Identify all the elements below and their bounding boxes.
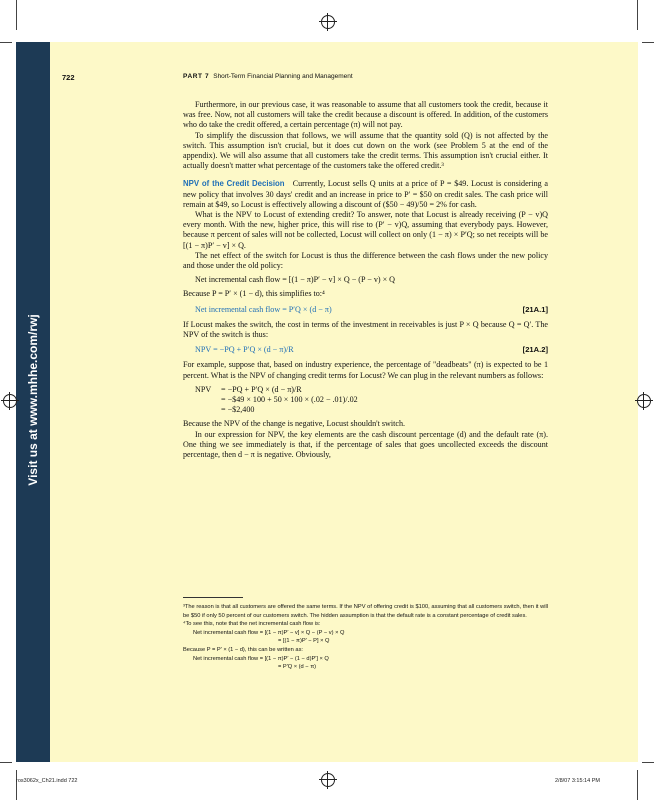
chapter-title: Short-Term Financial Planning and Management	[213, 73, 353, 80]
equation-number: [21A.1]	[522, 304, 548, 314]
footnote-equation: Net incremental cash flow = [(1 − π)P′ − (1 − d)P′] × Q	[193, 655, 329, 662]
registration-mark-top	[321, 15, 335, 29]
paragraph: To simplify the discussion that follows, we will assume that the quantity sold (Q) is not affected by the switch. This assumption isn't crucial, but it does cut down on the work (see Problem 5 at the end of the appendix). We will also assume that all customers take the credit terms. This assumption isn't crucial either. It actually doesn't matter what percentage of the customers take the offered credit.³	[183, 130, 548, 171]
footnotes	[183, 603, 548, 672]
crop-mark	[637, 0, 638, 30]
equation-block	[195, 385, 548, 416]
footnote: ⁴To see this, note that the net incremental cash flow is:	[183, 621, 321, 628]
crop-mark	[642, 762, 654, 763]
paragraph: Because the NPV of the change is negative, Locust shouldn't switch.	[183, 419, 406, 429]
equation: NPV = −PQ + P′Q × (d − π)/R	[195, 345, 294, 355]
crop-mark	[637, 770, 638, 800]
page-number: 722	[62, 73, 75, 82]
equation: Net incremental cash flow = P′Q × (d − π)	[195, 304, 332, 314]
crop-mark	[16, 770, 17, 800]
crop-mark	[0, 762, 12, 763]
equation-numbered	[195, 305, 548, 315]
body-text	[183, 100, 548, 460]
footnote-equation: = [(1 − π)P′ − P] × Q	[278, 638, 330, 645]
section-heading: NPV of the Credit Decision	[183, 179, 285, 189]
footnote-equation: Net incremental cash flow = [(1 − π)P′ − v] × Q − (P − v) × Q	[193, 629, 345, 636]
equation: Net incremental cash flow = [(1 − π)P′ − v] × Q − (P − v) × Q	[195, 275, 396, 285]
crop-mark	[0, 42, 12, 43]
equation-line: = −$2,400	[221, 405, 255, 415]
paragraph: In our expression for NPV, the key elements are the cash discount percentage (d) and the default rate (π). One thing we see immediately is that, if the percentage of sales that goes uncollected exceeds the discount percentage, then d − π is negative. Obviously,	[183, 429, 548, 460]
equation-number: [21A.2]	[522, 345, 548, 355]
part-label: PART 7	[183, 73, 210, 80]
paragraph: What is the NPV to Locust of extending credit? To answer, note that Locust is already receiving (P − v)Q every month. With the new, higher price, this will rise to (P′ − v)Q, assuming that everybody pays. However, because π percent of sales will not be collected, Locust will collect on only (1 − π) × P′Q; so net receipts will be [(1 − π)P′ − v] × Q.	[183, 210, 548, 250]
paragraph: If Locust makes the switch, the cost in terms of the investment in receivables is just P × Q because Q = Q′. The NPV of the switch is thus:	[183, 319, 548, 340]
paragraph: The net effect of the switch for Locust is thus the difference between the cash flows under the new policy and those under the old policy:	[183, 250, 548, 271]
registration-mark-bottom	[321, 773, 335, 787]
crop-mark	[642, 42, 654, 43]
equation-line: = −$49 × 100 + 50 × 100 × (.02 − .01)/.02	[221, 395, 358, 405]
registration-mark-right	[637, 394, 651, 408]
paragraph	[183, 179, 548, 210]
side-label-text: Visit us at www.mhhe.com/rwj	[26, 314, 40, 486]
crop-mark	[16, 0, 17, 30]
paragraph: Furthermore, in our previous case, it was reasonable to assume that all customers took the credit, because it was free. Now, not all customers will take the credit because a discount is offered. In addition, of the customers who do take the credit offered, a certain percentage (π) will not pay.	[183, 100, 548, 130]
footnote-equation: = P′Q × (d − π)	[278, 664, 317, 671]
paragraph: Because P = P′ × (1 − d), this simplifies to:⁴	[183, 289, 325, 299]
slug-left: ros3062x_Ch21.indd 722	[16, 778, 78, 784]
paragraph: For example, suppose that, based on industry experience, the percentage of "deadbeats" (π) is expected to be 1 percent. What is the NPV of changing credit terms for Locust? We can plug in the relevant numbers as follows:	[183, 360, 548, 380]
registration-mark-left	[3, 394, 17, 408]
footnote: ³The reason is that all customers are offered the same terms. If the NPV of offering credit is $100, assuming that all customers switch, then it will be $50 if only 50 percent of our customers switch. The hidden assumption is that the default rate is a constant percentage of credit sales.	[183, 604, 548, 619]
paragraph-text: Currently, Locust sells Q units at a price of P = $49. Locust is considering a new policy that involves 30 days' credit and an increase in price to P′ = $50 on credit sales. The cash price will remain at $49, so Locust is effectively allowing a discount of ($50 − 49)/50 = 2% for cash.	[183, 179, 549, 209]
equation-line: = −PQ + P′Q × (d − π)/R	[221, 384, 302, 394]
footnote-rule	[183, 597, 243, 598]
equation-lhs: NPV	[195, 384, 212, 394]
footnote-text: Because P = P′ × (1 − d), this can be written as:	[183, 646, 303, 653]
running-header	[183, 73, 353, 80]
slug-right: 2/8/07 3:15:14 PM	[555, 778, 600, 784]
equation-numbered	[195, 345, 548, 355]
